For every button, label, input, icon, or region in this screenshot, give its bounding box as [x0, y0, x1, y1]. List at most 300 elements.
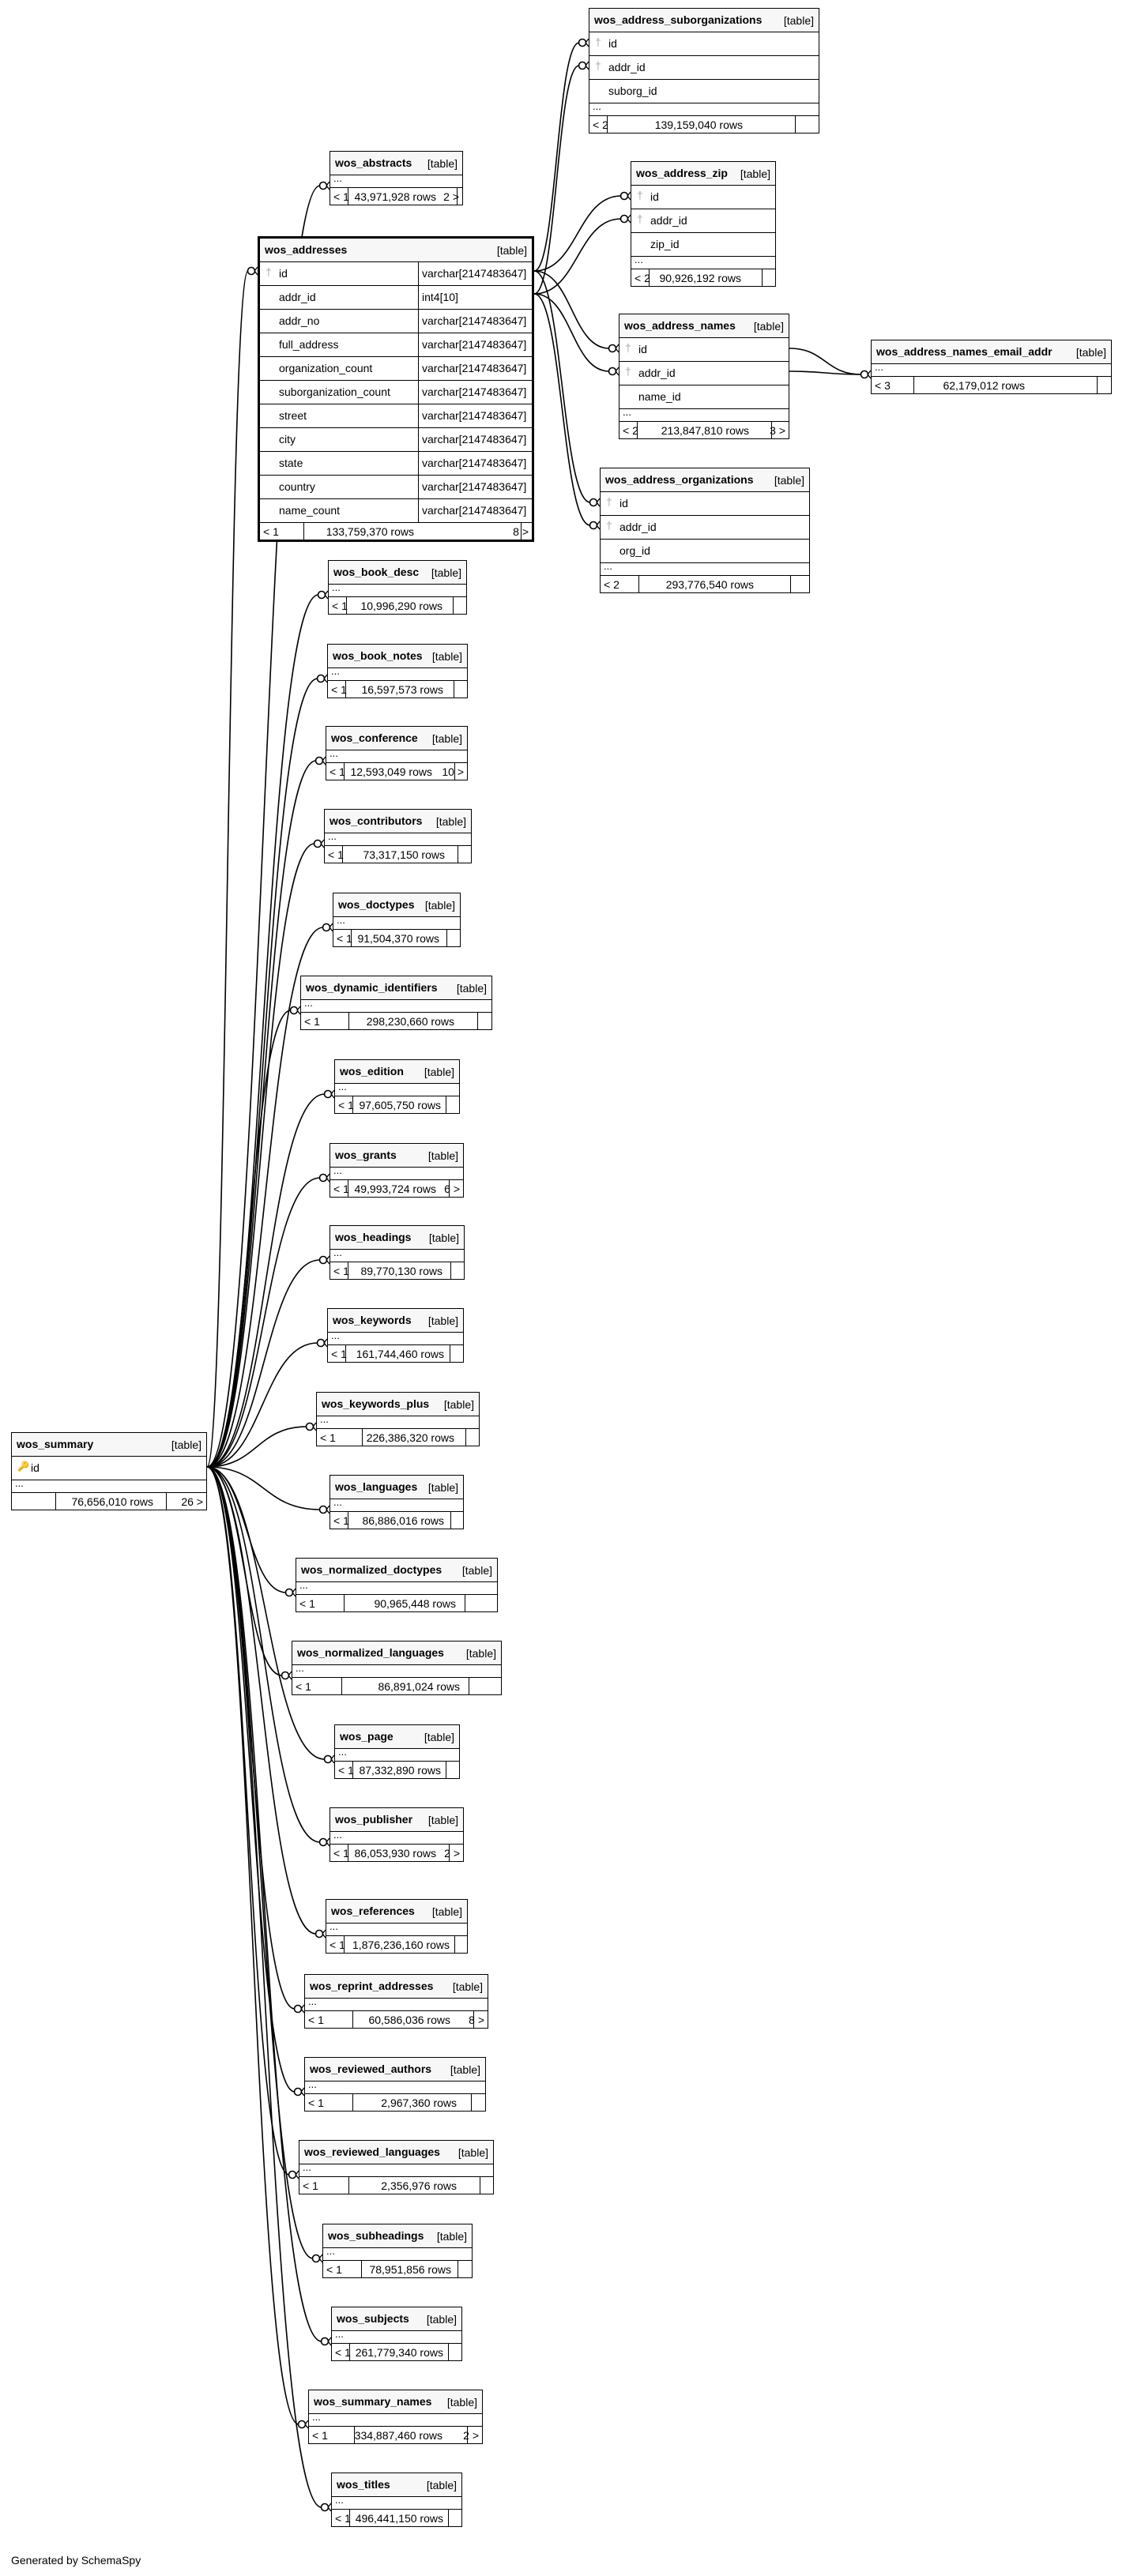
relationship-line: [207, 1343, 318, 1467]
table-footer: [326, 1936, 467, 1953]
parents-count[interactable]: < 1: [333, 1847, 349, 1860]
column-row: [601, 492, 809, 516]
footer-divider: [638, 576, 639, 592]
table-type-tag: [table]: [458, 2146, 488, 2159]
footer-divider: [348, 1013, 349, 1029]
table-type-tag: [table]: [1075, 346, 1106, 359]
cardinality-marker: [621, 216, 628, 223]
parents-count[interactable]: < 2: [635, 272, 650, 284]
table-name: wos_address_suborganizations: [594, 13, 763, 26]
footer-divider: [454, 1936, 455, 1953]
table-header: [326, 727, 467, 750]
table-wos-edition[interactable]: [334, 1059, 460, 1114]
more-columns-ellipsis: [296, 1579, 497, 1595]
children-count[interactable]: 2 >: [444, 1847, 460, 1860]
foreign-key-icon: †: [595, 36, 601, 48]
table-type-tag: [table]: [428, 1232, 459, 1244]
children-count[interactable]: 2 >: [443, 190, 459, 203]
more-columns-ellipsis: [335, 1081, 459, 1096]
footer-divider: [166, 1493, 167, 1510]
ellipsis-text: ...: [296, 1662, 304, 1674]
column-divider: [418, 452, 419, 475]
ellipsis-text: ...: [15, 1477, 24, 1489]
column-name: organization_count: [279, 362, 373, 374]
table-wos-reviewed-authors[interactable]: [304, 2057, 486, 2112]
table-header: [631, 162, 775, 186]
cardinality-marker: [323, 924, 330, 931]
children-count[interactable]: 8 >: [469, 2014, 484, 2026]
more-columns-ellipsis: [301, 997, 491, 1013]
foreign-key-icon: †: [637, 189, 643, 201]
table-footer: [589, 116, 819, 133]
ellipsis-text: ...: [303, 2161, 311, 2173]
table-name: wos_subheadings: [328, 2229, 424, 2242]
table-wos-contributors[interactable]: [324, 809, 472, 863]
parents-count[interactable]: < 1: [333, 1514, 349, 1527]
table-footer: [326, 763, 467, 780]
row-count: 1,876,236,160 rows: [352, 1939, 450, 1951]
more-columns-ellipsis: [333, 914, 460, 930]
column-type: varchar[2147483647]: [422, 480, 527, 493]
footer-divider: [649, 269, 650, 286]
column-name: id: [619, 497, 628, 510]
table-wos-keywords-plus[interactable]: [316, 1392, 480, 1446]
footer-divider: [448, 2344, 449, 2360]
table-header: [323, 2224, 472, 2248]
footer-divider: [341, 1678, 342, 1694]
table-footer: [335, 1096, 459, 1113]
table-header: [332, 2307, 461, 2331]
column-name: name_id: [638, 390, 681, 403]
table-type-tag: [table]: [431, 566, 461, 579]
row-count: 60,586,036 rows: [368, 2014, 450, 2026]
parents-count[interactable]: < 2: [623, 424, 638, 437]
cardinality-marker: [320, 1175, 327, 1182]
table-name: wos_summary_names: [314, 2395, 432, 2408]
ellipsis-text: ...: [623, 406, 631, 418]
table-footer: [619, 422, 789, 438]
column-row: [619, 385, 789, 409]
ellipsis-text: ...: [299, 1579, 308, 1591]
column-divider: [418, 310, 419, 333]
parents-count[interactable]: < 2: [593, 118, 608, 131]
table-header: [332, 2473, 461, 2497]
parents-count[interactable]: < 1: [296, 1680, 311, 1693]
cardinality-marker: [316, 758, 323, 765]
table-wos-doctypes[interactable]: [333, 893, 461, 947]
row-count: 86,053,930 rows: [354, 1847, 436, 1860]
table-header: [301, 976, 491, 1000]
footer-divider: [352, 1762, 353, 1778]
table-header: [317, 1393, 479, 1416]
more-columns-ellipsis: [601, 560, 809, 576]
cardinality-marker: [609, 368, 616, 375]
table-footer: [328, 681, 467, 698]
column-divider: [418, 357, 419, 380]
table-type-tag: [table]: [783, 14, 814, 27]
table-wos-address-organizations[interactable]: [600, 468, 810, 593]
column-name: id: [608, 37, 617, 50]
table-footer: [330, 188, 462, 205]
table-name: wos_address_names: [624, 319, 736, 332]
more-columns-ellipsis: [309, 2411, 482, 2427]
footer-divider: [453, 597, 454, 614]
parents-count[interactable]: < 1: [312, 2429, 328, 2442]
table-wos-book-notes[interactable]: [327, 644, 468, 698]
cardinality-marker: [322, 2338, 329, 2345]
table-type-tag: [table]: [740, 167, 770, 180]
table-type-tag: [table]: [496, 244, 527, 257]
footer-divider: [342, 846, 343, 863]
row-count: 293,776,540 rows: [665, 578, 754, 591]
relationship-line: [534, 294, 609, 371]
row-count: 213,847,810 rows: [661, 424, 749, 437]
column-type: varchar[2147483647]: [422, 267, 527, 280]
parents-count[interactable]: < 1: [299, 1597, 315, 1610]
table-name: wos_address_names_email_addr: [876, 345, 1053, 358]
table-wos-conference[interactable]: [326, 726, 468, 780]
column-row: [260, 357, 532, 381]
row-count: 87,332,890 rows: [359, 1764, 441, 1777]
column-name: zip_id: [650, 238, 680, 250]
table-footer: [330, 1512, 463, 1529]
cardinality-marker: [313, 2255, 320, 2262]
column-row: [260, 428, 532, 452]
column-name: name_count: [279, 504, 341, 517]
row-count: 139,159,040 rows: [654, 118, 743, 131]
table-name: wos_contributors: [330, 814, 423, 827]
table-name: wos_titles: [337, 2478, 390, 2491]
column-name: id: [638, 343, 647, 355]
row-count: 334,887,460 rows: [354, 2429, 442, 2442]
table-name: wos_addresses: [265, 243, 348, 256]
footer-divider: [352, 2094, 353, 2111]
row-count: 86,886,016 rows: [362, 1514, 444, 1527]
column-row: [260, 381, 532, 404]
column-type: varchar[2147483647]: [422, 338, 527, 351]
column-name: suborg_id: [608, 85, 657, 97]
children-count[interactable]: 6 >: [444, 1183, 460, 1195]
ellipsis-text: ...: [304, 997, 313, 1009]
table-type-tag: [table]: [426, 2479, 457, 2491]
column-type: varchar[2147483647]: [422, 409, 527, 422]
foreign-key-icon: †: [625, 365, 631, 378]
footer-divider: [345, 681, 346, 698]
table-type-tag: [table]: [456, 982, 487, 995]
table-wos-dynamic-identifiers[interactable]: [300, 976, 492, 1030]
more-columns-ellipsis: [330, 1247, 464, 1262]
more-columns-ellipsis: [328, 665, 467, 681]
parents-count[interactable]: < 1: [320, 1431, 336, 1444]
column-type: varchar[2147483647]: [422, 385, 527, 398]
table-wos-publisher[interactable]: [330, 1807, 464, 1862]
table-header: [305, 2058, 485, 2081]
cardinality-marker: [320, 1257, 327, 1264]
table-wos-references[interactable]: [326, 1899, 468, 1954]
table-wos-languages[interactable]: [330, 1475, 464, 1529]
parents-count[interactable]: < 1: [304, 1015, 320, 1028]
column-row: [619, 362, 789, 385]
parents-count[interactable]: < 2: [604, 578, 619, 591]
row-count: 78,951,856 rows: [369, 2263, 451, 2276]
column-name: city: [279, 433, 296, 446]
more-columns-ellipsis: [12, 1477, 206, 1493]
footer-divider: [351, 930, 352, 946]
table-footer: [260, 523, 532, 540]
parents-count[interactable]: < 3: [875, 379, 891, 392]
column-divider: [418, 499, 419, 522]
parents-count[interactable]: < 1: [335, 2346, 351, 2359]
column-row: [631, 233, 775, 257]
foreign-key-icon: †: [265, 265, 272, 278]
footer-divider: [55, 1493, 56, 1510]
generated-by-footer: Generated by SchemaSpy: [11, 2554, 141, 2567]
table-name: wos_page: [340, 1730, 394, 1743]
row-count: 298,230,660 rows: [366, 1015, 454, 1028]
parents-count[interactable]: < 1: [338, 1764, 354, 1777]
cardinality-marker: [621, 193, 628, 200]
table-name: wos_book_desc: [333, 566, 420, 578]
table-wos-reviewed-languages[interactable]: [299, 2140, 494, 2194]
table-type-tag: [table]: [465, 1647, 496, 1660]
cardinality-marker: [320, 182, 327, 190]
column-type: int4[10]: [422, 291, 458, 303]
table-wos-address-names[interactable]: [619, 314, 789, 439]
column-row: [12, 1457, 206, 1480]
footer-divider: [450, 1262, 451, 1279]
more-columns-ellipsis: [330, 1164, 463, 1180]
table-wos-subheadings[interactable]: [322, 2224, 473, 2278]
parents-count[interactable]: < 1: [335, 2512, 351, 2525]
foreign-key-icon: †: [637, 212, 643, 225]
parents-count[interactable]: < 1: [263, 525, 279, 538]
row-count: 73,317,150 rows: [363, 848, 445, 861]
ellipsis-text: ...: [335, 2328, 344, 2340]
column-row: [260, 333, 532, 357]
children-count[interactable]: 8 >: [513, 525, 529, 538]
table-footer: [292, 1678, 501, 1694]
parents-count[interactable]: < 1: [303, 2179, 318, 2192]
table-wos-book-desc[interactable]: [328, 560, 467, 615]
parents-count[interactable]: < 1: [308, 2014, 324, 2026]
column-name: id: [31, 1461, 40, 1474]
parents-count[interactable]: < 1: [330, 765, 345, 778]
cardinality-marker: [286, 1589, 293, 1596]
parents-count[interactable]: < 1: [332, 600, 348, 612]
table-footer: [601, 576, 809, 592]
table-wos-address-zip[interactable]: [631, 161, 776, 287]
cardinality-marker: [307, 1423, 314, 1431]
more-columns-ellipsis: [299, 2161, 493, 2177]
table-header: [325, 810, 471, 833]
cardinality-marker: [325, 1091, 332, 1098]
foreign-key-icon: †: [606, 495, 612, 508]
table-name: wos_dynamic_identifiers: [306, 981, 438, 994]
children-count[interactable]: 10 >: [442, 765, 464, 778]
relationship-line: [534, 66, 579, 294]
footer-divider: [790, 576, 791, 592]
table-type-tag: [table]: [461, 1564, 492, 1577]
table-header: [328, 645, 467, 668]
ellipsis-text: ...: [308, 2078, 317, 2090]
table-type-tag: [table]: [171, 1438, 201, 1451]
children-count[interactable]: 2 >: [463, 2429, 479, 2442]
footer-divider: [795, 116, 796, 133]
relationship-line: [207, 271, 248, 1467]
row-count: 91,504,370 rows: [357, 932, 439, 945]
table-wos-address-suborganizations[interactable]: [589, 8, 819, 134]
table-header: [589, 9, 819, 32]
column-row: [589, 56, 819, 80]
table-wos-page[interactable]: [334, 1724, 460, 1779]
relationship-line: [207, 1467, 299, 2424]
ellipsis-text: ...: [333, 172, 342, 184]
more-columns-ellipsis: [317, 1413, 479, 1429]
parents-count[interactable]: < 1: [333, 1183, 349, 1195]
parents-count[interactable]: < 1: [328, 848, 344, 861]
column-divider: [418, 333, 419, 356]
table-wos-reprint-addresses[interactable]: [304, 1974, 488, 2029]
ellipsis-text: ...: [326, 2245, 335, 2257]
table-type-tag: [table]: [427, 1481, 458, 1494]
column-type: varchar[2147483647]: [422, 433, 527, 446]
footer-divider: [465, 1429, 466, 1446]
footer-divider: [349, 2344, 350, 2360]
table-type-tag: [table]: [427, 1814, 458, 1826]
table-wos-headings[interactable]: [330, 1225, 465, 1280]
table-footer: [305, 2011, 488, 2028]
table-wos-abstracts[interactable]: [330, 151, 463, 205]
column-name: addr_id: [638, 367, 676, 379]
parents-count[interactable]: < 1: [337, 932, 352, 945]
ellipsis-text: ...: [337, 914, 345, 926]
table-wos-keywords[interactable]: [327, 1308, 464, 1363]
table-wos-normalized-languages[interactable]: [292, 1641, 502, 1695]
table-header: [305, 1975, 488, 1999]
primary-key-icon: 🔑: [17, 1461, 29, 1472]
footer-divider: [344, 1936, 345, 1953]
table-name: wos_normalized_languages: [297, 1646, 444, 1659]
ellipsis-text: ...: [332, 581, 341, 593]
table-name: wos_keywords_plus: [322, 1397, 430, 1410]
more-columns-ellipsis: [326, 1920, 467, 1936]
ellipsis-text: ...: [330, 1920, 338, 1932]
cardinality-marker: [320, 1839, 327, 1846]
ellipsis-text: ...: [320, 1413, 329, 1425]
children-count[interactable]: 3 >: [770, 424, 785, 437]
table-type-tag: [table]: [424, 1066, 454, 1078]
table-name: wos_address_organizations: [605, 473, 754, 486]
table-name: wos_address_zip: [636, 167, 728, 179]
column-divider: [418, 476, 419, 498]
table-wos-address-names-email-addr[interactable]: [871, 340, 1112, 394]
ellipsis-text: ...: [333, 1164, 342, 1176]
column-row: [260, 499, 532, 523]
cardinality-marker: [322, 2504, 329, 2511]
table-header: [601, 468, 809, 492]
ellipsis-text: ...: [604, 560, 612, 572]
table-footer: [299, 2177, 493, 2194]
table-wos-subjects[interactable]: [331, 2307, 462, 2361]
row-count: 90,926,192 rows: [659, 272, 741, 284]
parents-count[interactable]: < 1: [333, 1265, 349, 1277]
column-name: id: [279, 267, 288, 280]
table-name: wos_book_notes: [333, 649, 423, 662]
more-columns-ellipsis: [330, 1829, 463, 1845]
table-type-tag: [table]: [753, 320, 784, 333]
table-wos-grants[interactable]: [330, 1143, 464, 1198]
row-count: 496,441,150 rows: [355, 2512, 443, 2525]
table-wos-titles[interactable]: [331, 2473, 462, 2527]
table-wos-summary[interactable]: [11, 1432, 207, 1510]
cardinality-marker: [590, 499, 597, 506]
parents-count[interactable]: < 1: [333, 190, 349, 203]
footer-divider: [762, 269, 763, 286]
footer-divider: [637, 422, 638, 438]
column-type: varchar[2147483647]: [422, 504, 527, 517]
footer-divider: [348, 2177, 349, 2194]
row-count: 226,386,320 rows: [366, 1431, 454, 1444]
footer-divider: [352, 2011, 353, 2028]
parents-count[interactable]: < 1: [330, 1939, 345, 1951]
parents-count[interactable]: < 1: [331, 683, 347, 696]
parents-count[interactable]: < 1: [326, 2263, 342, 2276]
row-count: 16,597,573 rows: [361, 683, 443, 696]
table-name: wos_reprint_addresses: [310, 1980, 434, 1992]
cardinality-marker: [579, 62, 586, 70]
table-wos-addresses[interactable]: [258, 236, 534, 542]
ellipsis-text: ...: [333, 1829, 342, 1841]
table-header: [333, 893, 460, 917]
more-columns-ellipsis: [323, 2245, 472, 2261]
foreign-key-icon: †: [595, 59, 601, 72]
parents-count[interactable]: < 1: [338, 1099, 354, 1111]
table-type-tag: [table]: [424, 899, 455, 912]
table-wos-summary-names[interactable]: [308, 2390, 483, 2444]
ellipsis-text: ...: [312, 2411, 321, 2423]
row-count: 97,605,750 rows: [359, 1099, 441, 1111]
column-name: addr_id: [608, 61, 646, 73]
table-header: [335, 1060, 459, 1084]
column-name: full_address: [279, 338, 339, 351]
ellipsis-text: ...: [338, 1746, 347, 1758]
table-footer: [305, 2094, 485, 2111]
ellipsis-text: ...: [333, 1496, 342, 1508]
table-wos-normalized-doctypes[interactable]: [296, 1558, 498, 1612]
parents-count[interactable]: < 1: [308, 2097, 324, 2109]
table-header: [299, 2141, 493, 2164]
relationship-line: [207, 1094, 325, 1467]
row-count: 133,759,370 rows: [326, 525, 414, 538]
column-row: [260, 286, 532, 310]
column-name: id: [650, 190, 659, 203]
parents-count[interactable]: < 1: [331, 1348, 347, 1360]
cardinality-marker: [316, 1931, 323, 1938]
footer-divider: [346, 597, 347, 614]
column-name: org_id: [619, 544, 650, 557]
column-row: [619, 338, 789, 362]
ellipsis-text: ...: [335, 2494, 344, 2506]
table-footer: [301, 1013, 491, 1029]
more-columns-ellipsis: [631, 254, 775, 269]
footer-divider: [344, 1595, 345, 1611]
footer-divider: [303, 523, 304, 540]
row-count: 2,356,976 rows: [381, 2179, 457, 2192]
children-count[interactable]: 26 >: [181, 1495, 203, 1508]
ellipsis-text: ...: [593, 100, 601, 112]
column-name: addr_no: [279, 314, 320, 327]
table-header: [326, 1900, 467, 1924]
